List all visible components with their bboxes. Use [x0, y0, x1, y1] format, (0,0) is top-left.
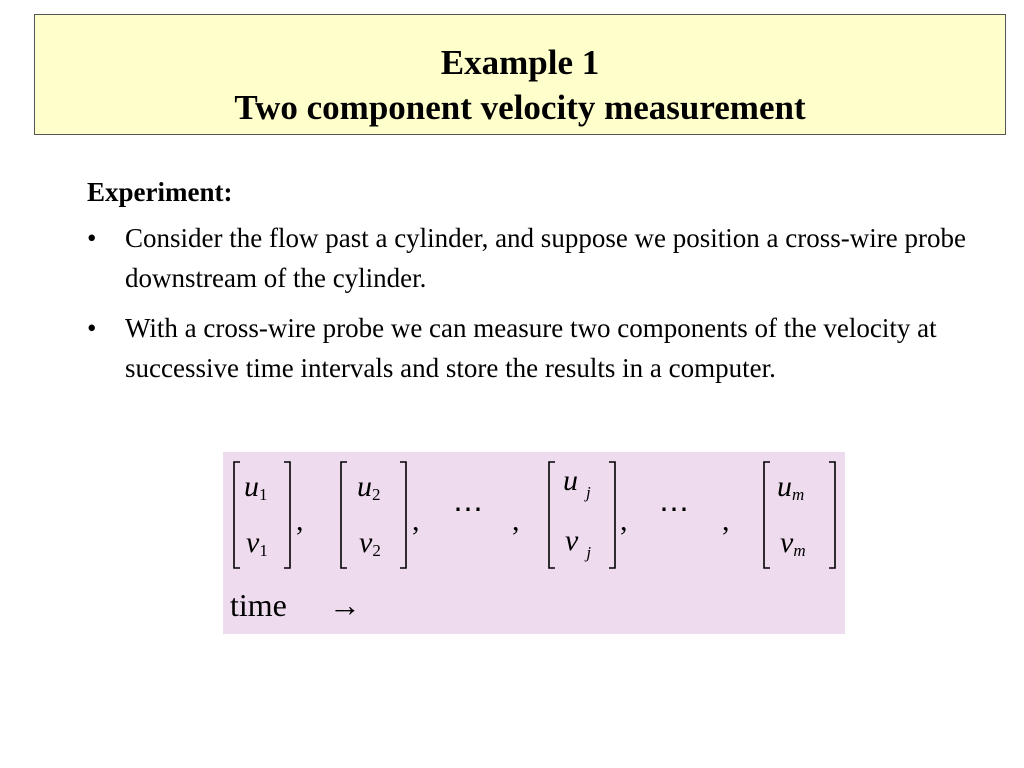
bracket-left	[234, 462, 240, 568]
bracket-left	[764, 462, 770, 568]
bracket-left	[341, 462, 347, 568]
vector-u-component: u2	[357, 470, 381, 504]
comma: ,	[722, 504, 730, 537]
vector-u-component: uj	[563, 464, 591, 502]
time-axis-label	[230, 587, 361, 624]
slide-title-line2: Two component velocity measurement	[234, 88, 806, 127]
ellipsis: ⋯	[453, 493, 483, 526]
comma: ,	[296, 504, 304, 537]
time-label: time	[230, 587, 287, 623]
bullet-item	[87, 308, 967, 388]
bullet-item	[87, 218, 967, 298]
bracket-right	[400, 462, 406, 568]
vector-v-component: vm	[780, 526, 806, 560]
bullet-dot: •	[87, 313, 97, 343]
comma: ,	[412, 504, 420, 537]
slide-body	[87, 172, 967, 398]
vector-u-component: u1	[244, 470, 268, 504]
vector-u-component: um	[777, 470, 805, 504]
slide-title-line1: Example 1	[440, 43, 600, 82]
slide-title-box	[34, 14, 1006, 135]
bullet-text: With a cross-wire probe we can measure two components of the velocity at successive time intervals and store the results in a computer.	[125, 313, 937, 383]
bracket-right	[284, 462, 290, 568]
bracket-left	[549, 462, 555, 568]
bullet-text: Consider the flow past a cylinder, and suppose we position a cross-wire probe downstream of the cylinder.	[125, 223, 966, 293]
equation-box	[223, 452, 845, 634]
vector-v-component: v1	[246, 526, 268, 560]
right-arrow-icon: →	[328, 587, 361, 623]
bracket-right	[829, 462, 835, 568]
experiment-heading: Experiment:	[87, 177, 233, 207]
comma: ,	[512, 504, 520, 537]
vector-v-component: vj	[565, 524, 592, 562]
comma: ,	[620, 504, 628, 537]
bracket-right	[609, 462, 615, 568]
ellipsis: ⋯	[659, 493, 689, 526]
bullet-dot: •	[87, 223, 97, 253]
vector-v-component: v2	[359, 526, 381, 560]
